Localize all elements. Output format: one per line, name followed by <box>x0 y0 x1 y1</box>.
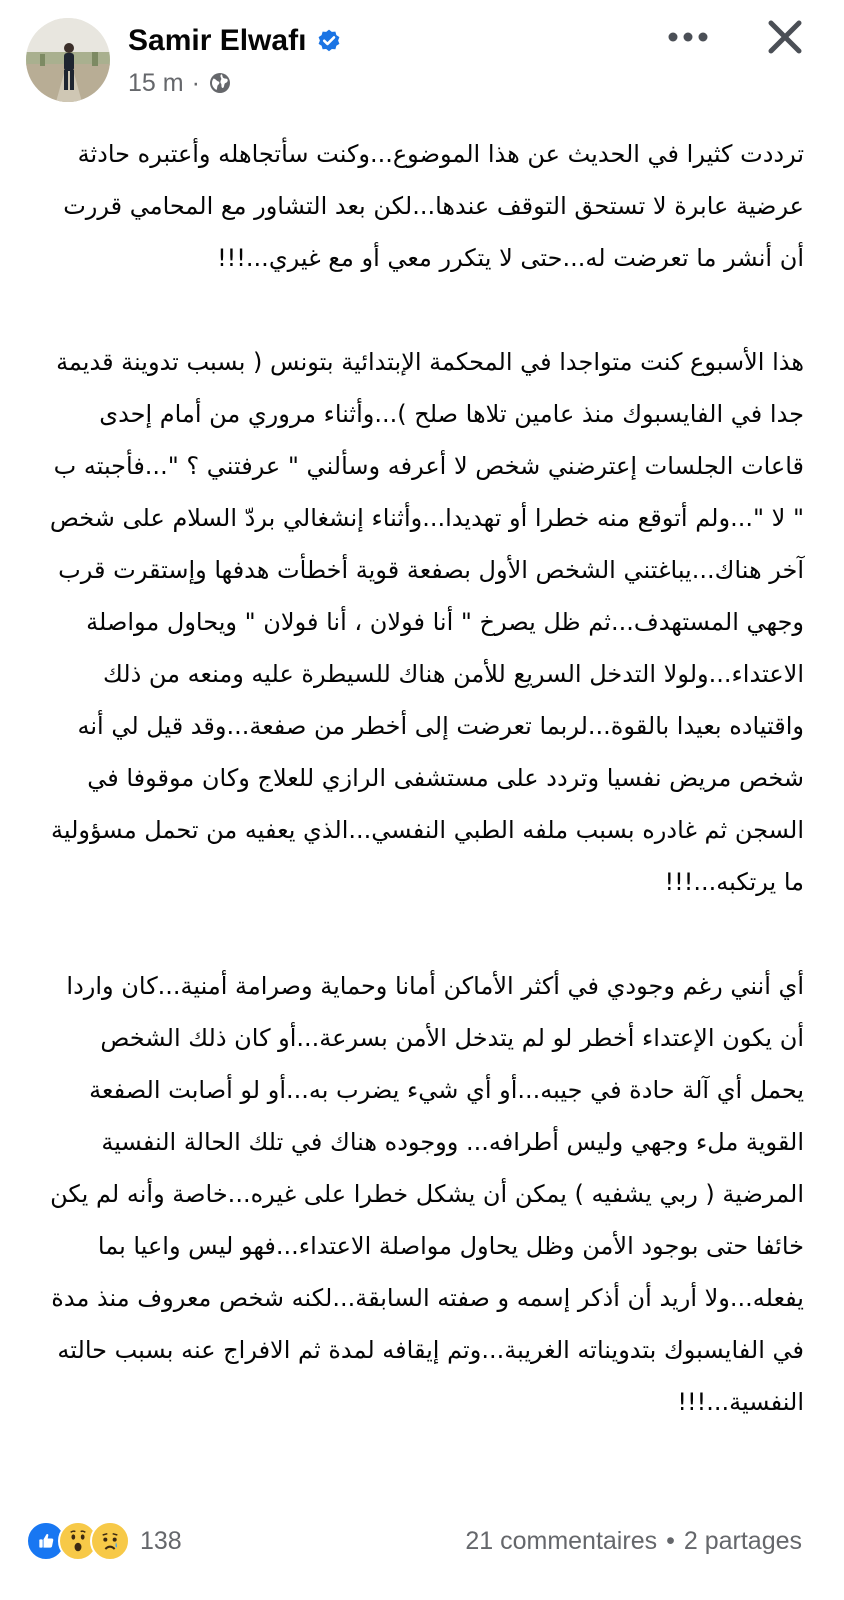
post-text <box>40 128 804 1428</box>
author-name[interactable]: Samir Elwafı <box>128 24 307 57</box>
reactions-summary[interactable] <box>26 1522 182 1560</box>
post-paragraph-3: أي أنني رغم وجودي في أكثر الأماكن أمانا وحماية وصرامة أمنية...كان واردا أن يكون الإعتداء أخطر لو لم يتدخل الأمن بسرعة...أو كان ذلك الشخص يحمل أي آلة حادة في جيبه...أو أي شيء يضرب به...أو لو أصابت الصفعة القوية ملء وجهي وليس أطرافه... ووجوده هناك في تلك الحالة النفسية المرضية ( ربي يشفيه ) يمكن أن يشكل خطرا على غيره...خاصة وأنه لم يكن خائفا حتى بوجود الأمن وظل يحاول مواصلة الاعتداء...فهو ليس واعيا بما يفعله...ولا أريد أن أذكر إسمه و صفته السابقة...لكنه شخص معروف منذ مدة في الفايسبوك بتدويناته الغريبة...وتم إيقافه لمدة ثم الافراج عنه بسبب حالته النفسية...!!! <box>50 972 804 1416</box>
verified-badge-icon <box>316 28 342 54</box>
comments-count-link[interactable]: 21 commentaires <box>465 1526 658 1555</box>
more-options-icon <box>666 31 710 43</box>
sad-reaction-icon <box>90 1521 130 1561</box>
author-row <box>128 20 342 62</box>
post-time[interactable]: 15 m <box>128 68 184 97</box>
shares-count-link[interactable]: 2 partages <box>683 1526 802 1555</box>
close-icon <box>765 17 805 57</box>
reaction-count[interactable]: 138 <box>140 1526 182 1555</box>
post-meta <box>128 66 232 100</box>
post-stats <box>465 1522 802 1560</box>
close-button[interactable] <box>762 14 808 60</box>
avatar[interactable] <box>26 18 110 102</box>
globe-icon <box>208 71 232 95</box>
more-options-button[interactable] <box>666 20 710 54</box>
post-footer <box>0 1516 844 1566</box>
post-header <box>0 0 844 110</box>
meta-separator: · <box>191 68 200 97</box>
post-paragraph-2: هذا الأسبوع كنت متواجدا في المحكمة الإبتدائية بتونس ( بسبب تدوينة قديمة جدا في الفايسبوك منذ عامين تلاها صلح )...وأثناء مروري من أمام إحدى قاعات الجلسات إعترضني شخص لا أعرفه وسألني " عرفتني ؟ "...فأجبته ب " لا "...ولم أتوقع منه خطرا أو تهديدا...وأثناء إنشغالي بردّ السلام على شخص آخر هناك...يباغتني الشخص الأول بصفعة قوية أخطأت هدفها وإستقرت قرب وجهي المستهدف...ثم ظل يصرخ " أنا فولان ، أنا فولان " ويحاول مواصلة الاعتداء...ولولا التدخل السريع للأمن هناك للسيطرة عليه ومنعه من ذلك واقتياده بعيدا بالقوة...لربما تعرضت إلى أخطر من صفعة...وقد قيل لي أنه شخص مريض نفسيا وتردد على مستشفى الرازي للعلاج وكان موقوفا في السجن ثم غادره بسبب ملفه الطبي النفسي...الذي يعفيه من تحمل مسؤولية ما يرتكبه...!!! <box>49 348 804 896</box>
post-paragraph-1: ترددت كثيرا في الحديث عن هذا الموضوع...وكنت سأتجاهله وأعتبره حادثة عرضية عابرة لا تستحق التوقف عندها...لكن بعد التشاور مع المحامي قررت أن أنشر ما تعرضت له...حتى لا يتكرر معي أو مع غيري...!!! <box>63 140 804 272</box>
stats-separator: • <box>666 1526 675 1555</box>
avatar-photo <box>26 18 110 102</box>
